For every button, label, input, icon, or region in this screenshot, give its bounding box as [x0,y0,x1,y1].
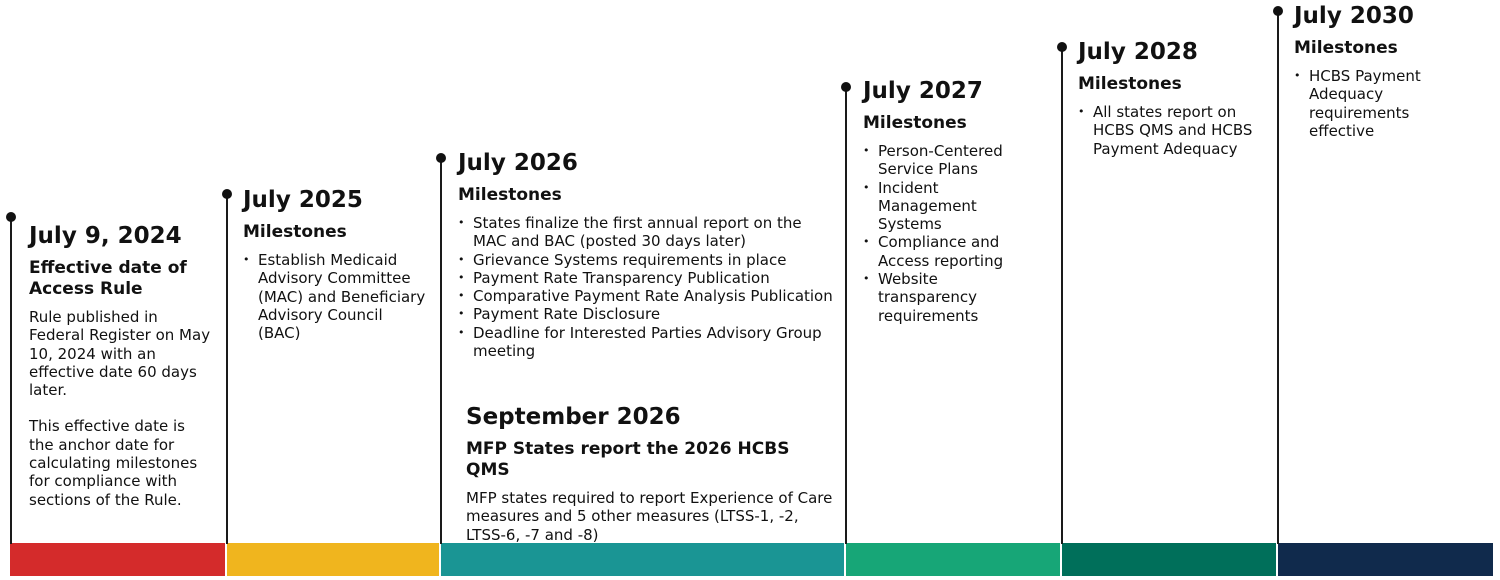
milestone-2030 [1294,2,1474,140]
list-item: • Payment Rate Disclosure [458,305,833,323]
list-item: • All states report on HCBS QMS and HCBS Payment Adequacy [1078,103,1268,158]
list-item: • Establish Medicaid Advisory Committee (MAC) and Beneficiary Advisory Council (BAC) [243,251,428,342]
timeline-segment-2025 [227,543,439,576]
milestone-heading: Milestones [243,222,347,242]
list-item: • Deadline for Interested Parties Advisory Group meeting [458,324,833,361]
marker-dot-2027 [841,82,851,92]
list-item: • Grievance Systems requirements in place [458,251,833,269]
marker-line-2024 [10,217,12,544]
milestone-description [29,308,214,509]
list-item: • Website transparency requirements [863,270,1038,325]
list-item: • Compliance and Access reporting [863,233,1038,270]
milestone-date: July 9, 2024 [29,223,182,249]
timeline-segment-2030 [1278,543,1493,576]
milestone-heading: Milestones [458,185,562,205]
timeline-segment-2027 [846,543,1060,576]
list-item: • Incident Management Systems [863,179,1038,234]
timeline-segment-2024 [10,543,225,576]
milestone-heading: Effective date of Access Rule [29,258,187,299]
milestone-2028 [1078,38,1268,158]
milestone-list [1294,67,1474,140]
milestone-list [458,214,833,360]
marker-dot-2028 [1057,42,1067,52]
milestone-list [243,251,428,342]
marker-line-2027 [845,87,847,544]
milestone-heading: Milestones [1294,38,1398,58]
milestone-list [1078,103,1268,158]
milestone-2026 [458,149,833,360]
milestone-september-2026 [466,403,836,544]
milestone-date: July 2028 [1078,39,1198,65]
milestone-2024 [29,222,214,527]
timeline-segment-2026 [441,543,844,576]
marker-line-2026 [440,158,442,544]
marker-dot-2025 [222,189,232,199]
milestone-date: July 2025 [243,187,363,213]
marker-line-2030 [1277,11,1279,544]
milestone-date: July 2027 [863,78,983,104]
marker-line-2025 [226,194,228,544]
marker-dot-2026 [436,153,446,163]
milestone-2027 [863,77,1038,325]
list-item: • Person-Centered Service Plans [863,142,1038,179]
description-paragraph: Rule published in Federal Register on May 10, 2024 with an effective date 60 days later. [29,308,211,400]
marker-dot-2030 [1273,6,1283,16]
milestone-heading: Milestones [1078,74,1182,94]
milestone-list [863,142,1038,325]
marker-line-2028 [1061,47,1063,544]
list-item: • Payment Rate Transparency Publication [458,269,833,287]
milestone-heading: Milestones [863,113,967,133]
milestone-date: July 2030 [1294,3,1414,29]
milestone-heading: MFP States report the 2026 HCBS QMS [466,439,790,480]
milestone-date: September 2026 [466,404,681,430]
list-item: • States finalize the first annual report on the MAC and BAC (posted 30 days later) [458,214,833,251]
milestone-2025 [243,186,428,342]
list-item: • Comparative Payment Rate Analysis Publication [458,287,833,305]
marker-dot-2024 [6,212,16,222]
timeline-segment-2028 [1062,543,1276,576]
milestone-date: July 2026 [458,150,578,176]
description-paragraph: This effective date is the anchor date for calculating milestones for compliance with sections of the Rule. [29,417,198,509]
list-item: • HCBS Payment Adequacy requirements effective [1294,67,1474,140]
milestone-description: MFP states required to report Experience of Care measures and 5 other measures (LTSS-1, -2, LTSS-6, -7 and -8) [466,489,833,544]
